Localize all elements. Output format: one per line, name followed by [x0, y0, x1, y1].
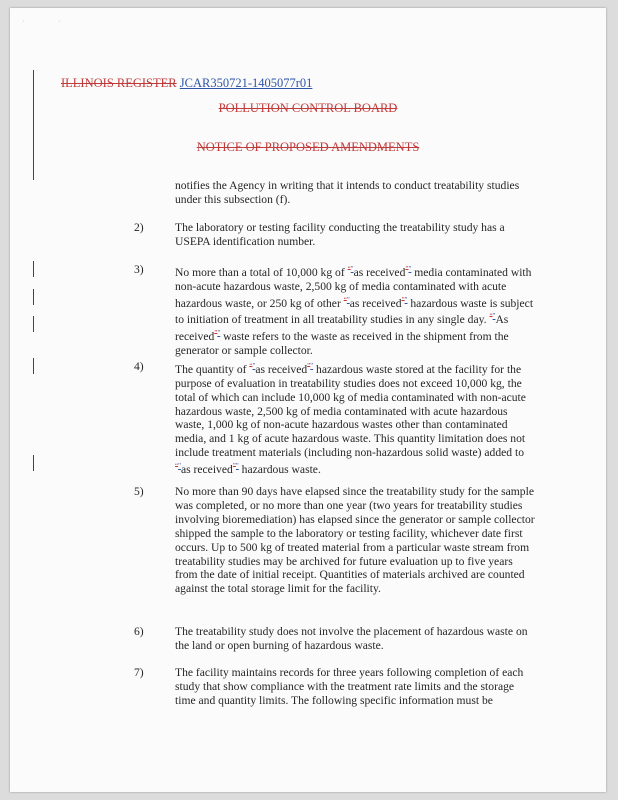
quote-struck: “	[249, 362, 253, 370]
scan-speck: ·	[22, 17, 25, 26]
quote-struck: “	[343, 295, 347, 304]
text-run: hazardous waste.	[238, 463, 321, 477]
change-bar	[33, 70, 34, 180]
item-paragraph: The treatability study does not involve the placement of hazardous waste on the land or open burning of hazardous waste.	[175, 625, 528, 652]
text-run: waste refers to the waste as received in the shipment from the generator or sample collector.	[175, 330, 509, 357]
quote-struck: ”	[401, 295, 405, 304]
item-paragraph: The laboratory or testing facility conducting the treatability study has a USEPA identification number.	[175, 221, 505, 248]
register-struck: ILLINOIS REGISTER	[61, 76, 177, 90]
item-paragraph	[175, 263, 535, 358]
quote-struck: “	[175, 462, 179, 471]
change-bar	[33, 289, 34, 305]
scan-speck: ·	[58, 17, 61, 26]
text-run: media contaminated with non-acute hazardous waste, 2,500 kg of media contaminated with acute hazardous waste, or 250 kg of other	[175, 265, 532, 310]
quote-inserted: "	[310, 362, 314, 370]
quote-inserted: "	[350, 265, 354, 273]
item-number: 3)	[134, 263, 144, 276]
board-struck: POLLUTION CONTROL BOARD	[218, 101, 398, 115]
item-paragraph: The facility maintains records for three years following completion of each study that show compliance with the treatment rate limits and the storage time and quantity limits. The following specific information must be	[175, 666, 524, 707]
register-inserted: JCAR350721-1405077r01	[179, 76, 313, 90]
text-run: hazardous waste stored at the facility for the purpose of evaluation in treatability studies does not exceed 10,000 kg, the total of which can include 10,000 kg of media contaminated with non-acute hazardous waste, 2,500 kg of media contaminated with acute hazardous waste, 1,000 kg of non-acute hazardous wastes other than contaminated media, and 1 kg of acute hazardous waste. This quantity limitation does not include treatment materials (including non-hazardous solid waste) added to	[175, 362, 526, 460]
item-number: 5)	[134, 485, 144, 498]
notice-struck: NOTICE OF PROPOSED AMENDMENTS	[196, 140, 420, 154]
board-header	[10, 101, 606, 116]
quote-inserted: "	[408, 265, 412, 273]
quote-inserted: "	[235, 462, 239, 471]
quote-struck: “	[347, 265, 351, 273]
item-number: 7)	[134, 666, 144, 679]
text-run: No more than a total of 10,000 kg of	[175, 265, 348, 279]
item-paragraph: No more than 90 days have elapsed since the treatability study for the sample was completed, or no more than one year (two years for treatability studies involving bioremediation) has elapsed since the generator or sample collector shipped the sample to the laboratory or testing facility, whichever date first occurs. Up to 500 kg of treated material from a particular waste stream from treatability studies may be archived for future evaluation up to five years from the date of initial receipt. Quantities of materials archived are counted against the total storage limit for the facility.	[175, 485, 535, 596]
quote-struck: ”	[307, 362, 311, 370]
quote-inserted: "	[252, 362, 256, 370]
change-bar	[33, 261, 34, 277]
document-page	[10, 8, 606, 792]
quote-struck: ”	[232, 462, 236, 471]
quote-inserted: "	[492, 312, 496, 321]
text-run: as received	[349, 296, 402, 310]
item-number: 4)	[134, 360, 144, 373]
change-bar	[33, 455, 34, 471]
quote-struck: ”	[214, 329, 218, 338]
item-number: 6)	[134, 625, 144, 638]
text-run: as received	[180, 463, 233, 477]
text-run: As received	[175, 313, 509, 344]
quote-struck: “	[489, 312, 493, 321]
change-bar	[33, 358, 34, 374]
register-header	[61, 76, 312, 91]
text-run: hazardous waste is subject to initiation of treatment in all treatability studies in any single day.	[175, 296, 534, 327]
change-bar	[33, 316, 34, 332]
notice-header	[10, 140, 606, 155]
item-number: 2)	[134, 221, 144, 234]
quote-inserted: "	[178, 462, 181, 471]
item-paragraph	[175, 360, 535, 477]
text-run: The quantity of	[175, 362, 250, 376]
intro-paragraph: notifies the Agency in writing that it intends to conduct treatability studies under this subsection (f).	[175, 179, 520, 206]
quote-inserted: "	[346, 295, 350, 304]
text-run: as received	[353, 265, 406, 279]
quote-struck: ”	[405, 265, 409, 273]
text-run: as received	[255, 362, 308, 376]
quote-inserted: "	[404, 295, 408, 304]
quote-inserted: "	[217, 329, 221, 338]
